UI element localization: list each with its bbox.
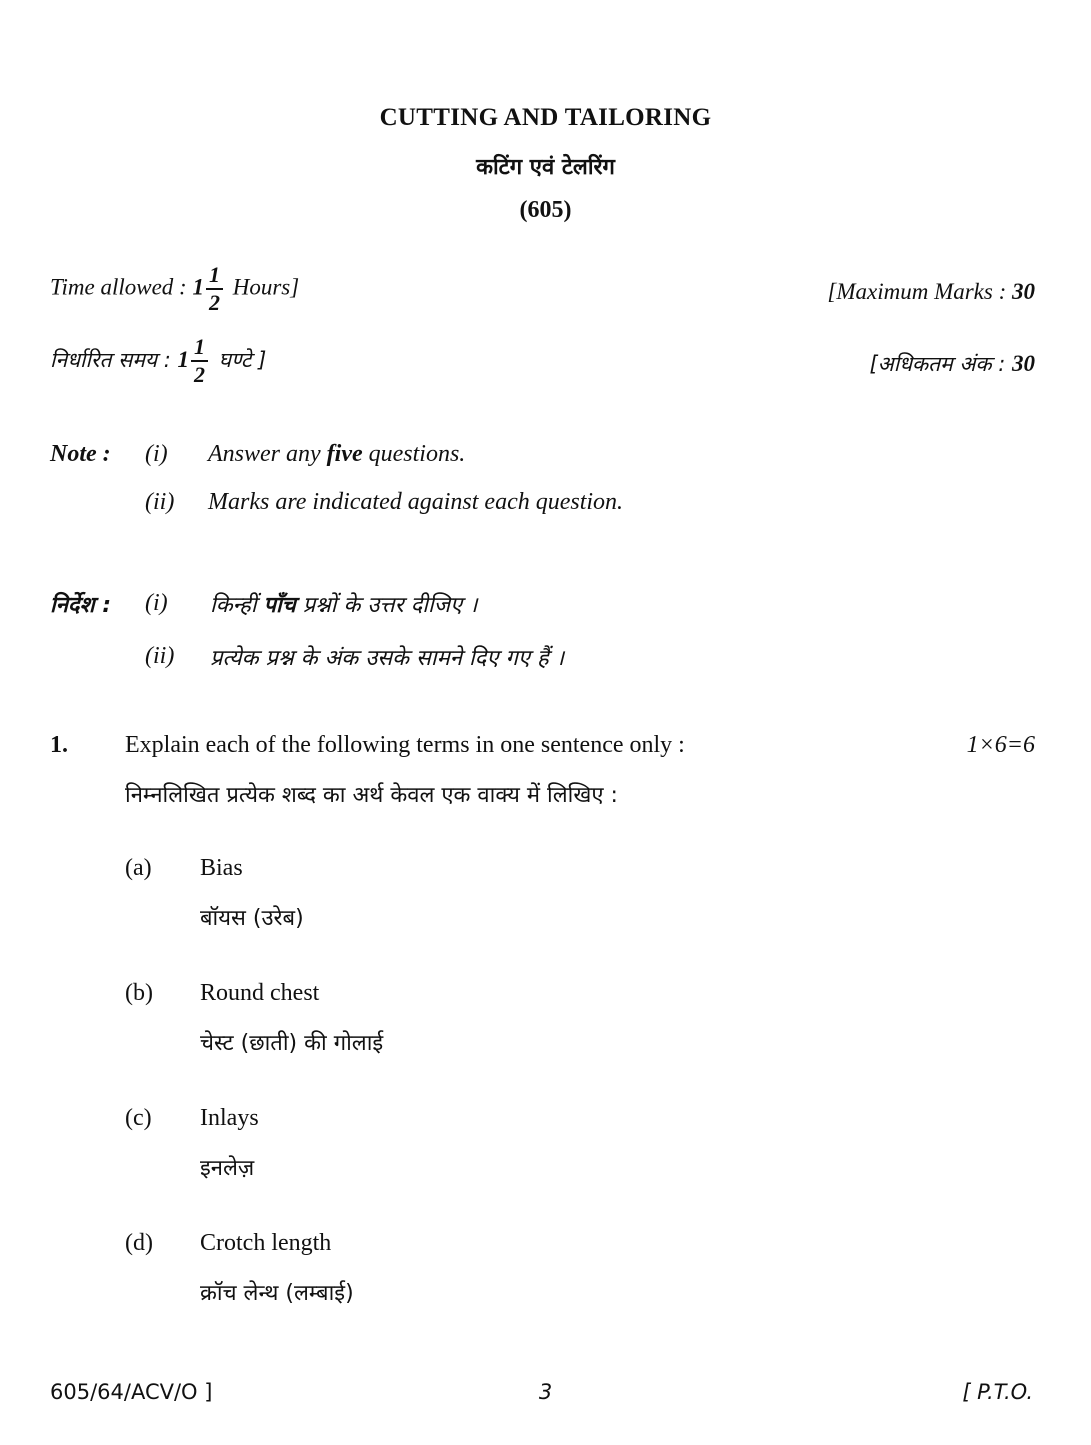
question-1-marks: 1×6=6 xyxy=(966,732,1035,758)
time-label-en: Time allowed : xyxy=(50,274,193,300)
note-hi-i-number: (i) xyxy=(145,590,168,616)
note-hi-ii-text: प्रत्येक प्रश्न के अंक उसके सामने दिए गए हैं । xyxy=(210,646,565,671)
time-unit-en: Hours] xyxy=(226,274,300,300)
max-marks-label-en: [Maximum Marks : xyxy=(827,279,1012,304)
max-marks-label-hi: [अधिकतम अंक : xyxy=(869,352,1012,376)
max-marks-value-hi: 30 xyxy=(1012,351,1035,376)
fraction-denominator: 2 xyxy=(193,362,205,387)
note-hi-i-bold: पाँच xyxy=(263,593,296,618)
time-whole-en: 1 xyxy=(192,274,204,300)
note-hi-i-text xyxy=(210,589,478,619)
note-label-en: Note : xyxy=(50,441,111,467)
note-en-i-number: (i) xyxy=(145,441,168,467)
time-label-hi: निर्धारित समय : xyxy=(50,348,178,372)
fraction-denominator: 2 xyxy=(208,290,220,315)
note-hi-ii-number: (ii) xyxy=(145,643,175,669)
part-b-label: (b) xyxy=(125,980,153,1006)
part-a-label: (a) xyxy=(125,855,152,881)
note-hi-i-before: किन्हीं xyxy=(210,593,264,618)
part-c-term-hi: इनलेज़ xyxy=(200,1156,255,1181)
part-d-term-en: Crotch length xyxy=(200,1230,332,1256)
part-b-term-en: Round chest xyxy=(200,980,320,1006)
part-a-term-hi: बॉयस (उरेब) xyxy=(200,906,304,931)
subject-code: (605) xyxy=(519,197,572,223)
fraction-numerator: 1 xyxy=(191,336,208,362)
part-d-label: (d) xyxy=(125,1230,153,1256)
paper-title: CUTTING AND TAILORING xyxy=(379,104,712,131)
question-1-text-hi: निम्नलिखित प्रत्येक शब्द का अर्थ केवल एक वाक्य में लिखिए : xyxy=(125,783,618,808)
part-a-term-en: Bias xyxy=(200,855,243,881)
part-c-label: (c) xyxy=(125,1105,152,1131)
fraction-numerator: 1 xyxy=(206,264,223,290)
question-1-number: 1. xyxy=(50,732,68,758)
maximum-marks-hi xyxy=(869,350,1035,378)
time-allowed-en xyxy=(50,264,299,314)
note-en-i-before: Answer any xyxy=(208,441,327,467)
question-1-text-en: Explain each of the following terms in one sentence only : xyxy=(125,732,685,758)
max-marks-value-en: 30 xyxy=(1012,279,1035,304)
note-en-i-text xyxy=(208,441,465,468)
time-fraction-en xyxy=(206,264,223,314)
part-b-term-hi: चेस्ट (छाती) की गोलाई xyxy=(200,1031,384,1056)
time-unit-hi: घण्टे ] xyxy=(211,348,267,372)
note-hi-i-after: प्रश्नों के उत्तर दीजिए । xyxy=(295,593,478,618)
time-allowed-hi xyxy=(50,336,266,386)
time-whole-hi: 1 xyxy=(177,347,189,372)
footer-pto: [ P.T.O. xyxy=(962,1380,1033,1404)
part-c-term-en: Inlays xyxy=(200,1105,259,1131)
note-label-hi: निर्देश : xyxy=(50,593,112,618)
note-en-ii-number: (ii) xyxy=(145,489,175,515)
maximum-marks-en xyxy=(827,279,1035,305)
footer-paper-code: 605/64/ACV/O ] xyxy=(50,1380,213,1404)
footer-page-number: 3 xyxy=(538,1380,553,1404)
note-en-i-bold: five xyxy=(326,441,363,467)
note-en-i-after: questions. xyxy=(362,441,466,467)
time-fraction-hi xyxy=(191,336,208,386)
note-en-ii-text: Marks are indicated against each question. xyxy=(208,489,624,515)
paper-title-hindi: कटिंग एवं टेलरिंग xyxy=(476,155,615,180)
part-d-term-hi: क्रॉच लेन्थ (लम्बाई) xyxy=(200,1281,354,1306)
